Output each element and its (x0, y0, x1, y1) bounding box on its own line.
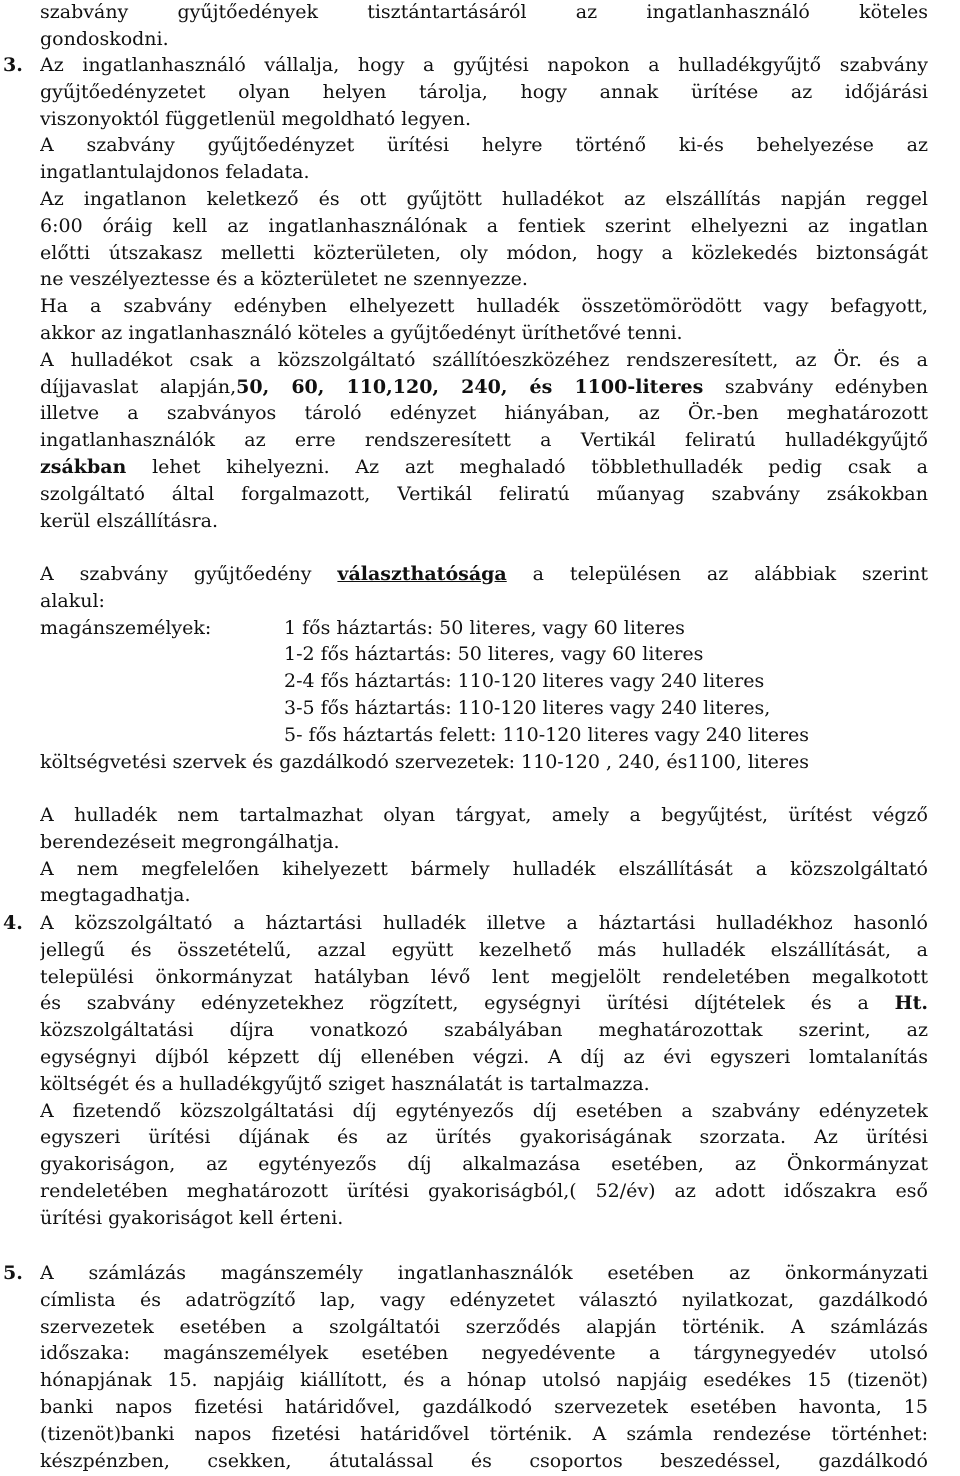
text-line: A fizetendő közszolgáltatási díj egytényezős díj esetében a szabvány edényzetek (40, 1099, 928, 1122)
text-line: Az ingatlanon keletkező és ott gyűjtött hulladékot az elszállítás napján reggel (40, 187, 928, 210)
section-number-3: 3. (3, 54, 23, 76)
section-4 (40, 910, 928, 1232)
household-list (40, 615, 928, 749)
list-item: 1-2 fős háztartás: 50 literes, vagy 60 literes (284, 643, 704, 666)
text-line: egyszeri ürítési díjának és az ürítés gyakoriságának szorzata. Az ürítési (40, 1126, 928, 1149)
text-line: banki napos fizetési határidővel, gazdálkodó szervezetek esetében havonta, 15 (40, 1395, 928, 1418)
container-choice (40, 561, 928, 775)
text-line: készpénzben, csekken, átutalással és csoportos beszedéssel, gazdálkodó (40, 1449, 928, 1472)
text-line: költségvetési szervek és gazdálkodó szervezetek: 110-120 , 240, és1100, literes (40, 750, 809, 773)
text-line: szabvány gyűjtőedények tisztántartásáról az ingatlanhasználó köteles (40, 1, 928, 23)
list-item: 1 fős háztartás: 50 literes, vagy 60 literes (284, 616, 685, 639)
list-label: magánszemélyek: (40, 616, 212, 639)
section-number-4: 4. (3, 912, 23, 934)
text-line: ne veszélyeztesse és a közterületet ne szennyezze. (40, 268, 528, 291)
text-line: A nem megfelelően kihelyezett bármely hulladék elszállítását a közszolgáltató (40, 857, 928, 880)
text-line: A szabvány gyűjtőedényzet ürítési helyre történő ki-és behelyezése az (40, 134, 928, 157)
bold-sizes: 50, 60, 110,120, 240, és 1100-literes (236, 375, 704, 398)
text-line: előtti útszakasz melletti közterületen, oly módon, hogy a közlekedés biztonságát (40, 241, 928, 264)
text-span: díjjavaslat alapján, (40, 375, 237, 398)
text-line: gondoskodni. (40, 27, 169, 50)
text-line (40, 990, 928, 1017)
section-number-5: 5. (3, 1262, 23, 1284)
paragraph-continuation (40, 0, 928, 53)
text-line: illetve a szabványos tároló edényzet hiányában, az Ör.-ben meghatározott (40, 402, 928, 425)
text-line: A hulladékot csak a közszolgáltató szállítóeszközéhez rendszeresített, az Ör. és a (40, 348, 928, 371)
text-line (40, 561, 928, 588)
text-line: 6:00 óráig kell az ingatlanhasználónak a fentiek szerint elhelyezni az ingatlan (40, 214, 928, 237)
text-line: költségét és a hulladékgyűjtő sziget használatát is tartalmazza. (40, 1072, 650, 1095)
bold-abbrev: Ht. (894, 992, 928, 1015)
text-line: szervezetek esetében a szolgáltatói szerződés alapján történik. A számlázás (40, 1315, 928, 1338)
list-item: 2-4 fős háztartás: 110-120 literes vagy 240 literes (284, 670, 765, 693)
text-span: lehet kihelyezni. Az azt meghaladó többlethulladék pedig csak a (126, 455, 928, 478)
text-line: A közszolgáltató a háztartási hulladék illetve a háztartási hulladékhoz hasonló (40, 912, 928, 934)
text-line: rendeletében meghatározott ürítési gyakoriságból,( 52/év) az adott időszakra eső (40, 1179, 928, 1202)
text-line: ürítési gyakoriságot kell érteni. (40, 1206, 344, 1229)
text-line: A számlázás magánszemély ingatlanhasználók esetében az önkormányzati (40, 1262, 928, 1284)
text-line: viszonyoktól függetlenül megoldható legyen. (40, 107, 472, 130)
text-line: időszaka: magánszemélyek esetében negyedévente a tárgynegyedév utolsó (40, 1342, 928, 1365)
content-restrictions (40, 802, 928, 909)
text-line: kerül elszállításra. (40, 509, 218, 532)
text-line: A hulladék nem tartalmazhat olyan tárgyat, amely a begyűjtést, ürítést végző (40, 804, 928, 826)
bold-underlined-word: választhatósága (337, 563, 507, 585)
text-span: a településen az alábbiak szerint (506, 563, 928, 585)
text-line: címlista és adatrögzítő lap, vagy edényzetet választó nyilatkozat, gazdálkodó (40, 1288, 928, 1311)
list-item: 3-5 fős háztartás: 110-120 literes vagy 240 literes, (284, 696, 771, 719)
text-line: közszolgáltatási díjra vonatkozó szabályában meghatározottak szerint, az (40, 1019, 928, 1042)
list-item: 5- fős háztartás felett: 110-120 literes vagy 240 literes (284, 723, 810, 746)
text-line (40, 374, 928, 401)
text-span: A szabvány gyűjtőedény (40, 563, 338, 585)
text-line: Az ingatlanhasználó vállalja, hogy a gyűjtési napokon a hulladékgyűjtő szabvány (40, 54, 928, 76)
text-line: akkor az ingatlanhasználó köteles a gyűjtőedényt üríthetővé tenni. (40, 321, 683, 344)
text-line: egységnyi díjból képzett díj ellenében végzi. A díj az évi egyszeri lomtalanítás (40, 1045, 928, 1068)
text-line: ingatlantulajdonos feladata. (40, 161, 310, 184)
text-line: megtagadhatja. (40, 884, 191, 907)
text-line: települési önkormányzat hatályban lévő lent megjelölt rendeletében megalkotott (40, 965, 928, 988)
text-span: szabvány edényben (703, 375, 928, 398)
section-3 (40, 52, 928, 534)
text-line: jellegű és összetételű, azzal együtt kezelhető más hulladék elszállítását, a (40, 938, 928, 961)
text-line: szolgáltató által forgalmazott, Vertikál feliratú műanyag szabvány zsákokban (40, 482, 928, 505)
text-line (40, 454, 928, 481)
text-line: gyűjtőedényzetet olyan helyen tárolja, hogy annak ürítése az időjárási (40, 80, 928, 103)
text-line: (tizenöt)banki napos fizetési határidővel történik. A számla rendezése történhet: (40, 1422, 928, 1445)
bold-word: zsákban (40, 455, 127, 478)
text-line: hónapjának 15. napjáig kiállított, és a hónap utolsó napjáig esedékes 15 (tizenöt) (40, 1369, 928, 1392)
text-span: és szabvány edényzetekhez rögzített, egységnyi ürítési díjtételek és a (40, 992, 895, 1015)
text-line: gyakoriságon, az egytényezős díj alkalmazása esetében, az Önkormányzat (40, 1153, 928, 1176)
text-line: ingatlanhasználók az erre rendszeresített a Vertikál feliratú hulladékgyűjtő (40, 429, 928, 452)
section-5 (40, 1260, 928, 1474)
text-line: berendezéseit megrongálhatja. (40, 830, 340, 853)
text-line: alakul: (40, 589, 105, 612)
text-line: Ha a szabvány edényben elhelyezett hulladék összetömörödött vagy befagyott, (40, 295, 928, 318)
